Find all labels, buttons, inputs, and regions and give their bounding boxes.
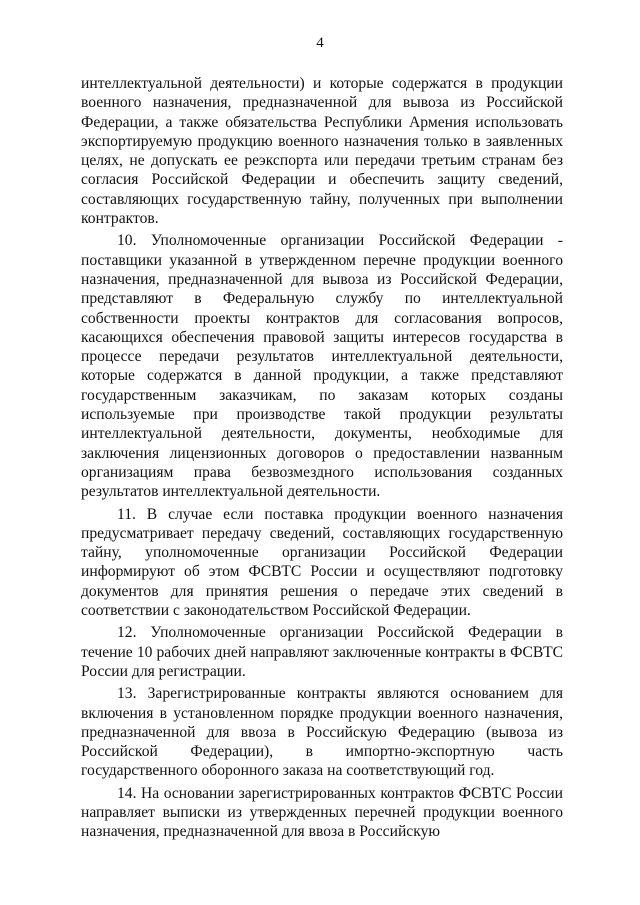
document-body	[81, 74, 563, 845]
paragraph-10: 10. Уполномоченные организации Российской Федерации - поставщики указанной в утвержденном перечне продукции военного назначения, предназначенной для вывоза из Российской Федерации, представляют в Федеральную службу по интеллектуальной собственности проекты контрактов для согласования вопросов, касающихся обеспечения правовой защиты интересов государства в процессе передачи результатов интеллектуальной деятельности, которые содержатся в данной продукции, а также представляют государственным заказчикам, по заказам которых созданы используемые при производстве такой продукции результаты интеллектуальной деятельности, документы, необходимые для заключения лицензионных договоров о предоставлении названным организациям права безвозмездного использования созданных результатов интеллектуальной деятельности.	[81, 232, 563, 501]
paragraph-13: 13. Зарегистрированные контракты являются основанием для включения в установленном порядке продукции военного назначения, предназначенной для ввоза в Российскую Федерацию (вывоза из Российской Федерации), в импортно-экспортную часть государственного оборонного заказа на соответствующий год.	[81, 685, 563, 780]
page-number: 4	[316, 35, 324, 51]
paragraph-12: 12. Уполномоченные организации Российской Федерации в течение 10 рабочих дней направляют заключенные контракты в ФСВТС России для регистрации.	[81, 624, 563, 680]
paragraph-11: 11. В случае если поставка продукции военного назначения предусматривает передачу сведений, составляющих государственную тайну, уполномоченные организации Российской Федерации информируют об этом ФСВТС России и осуществляют подготовку документов для принятия решения о передаче этих сведений в соответствии с законодательством Российской Федерации.	[81, 505, 563, 620]
paragraph-continuation: интеллектуальной деятельности) и которые содержатся в продукции военного назначения, предназначенной для вывоза из Российской Федерации, а также обязательства Республики Армения использовать экспортируемую продукцию военного назначения только в заявленных целях, не допускать ее реэкспорта или передачи третьим странам без согласия Российской Федерации и обеспечить защиту сведений, составляющих государственную тайну, полученных при выполнении контрактов.	[81, 75, 563, 228]
paragraph-14: 14. На основании зарегистрированных контрактов ФСВТС России направляет выписки из утвержденных перечней продукции военного назначения, предназначенной для ввоза в Российскую	[81, 784, 563, 841]
